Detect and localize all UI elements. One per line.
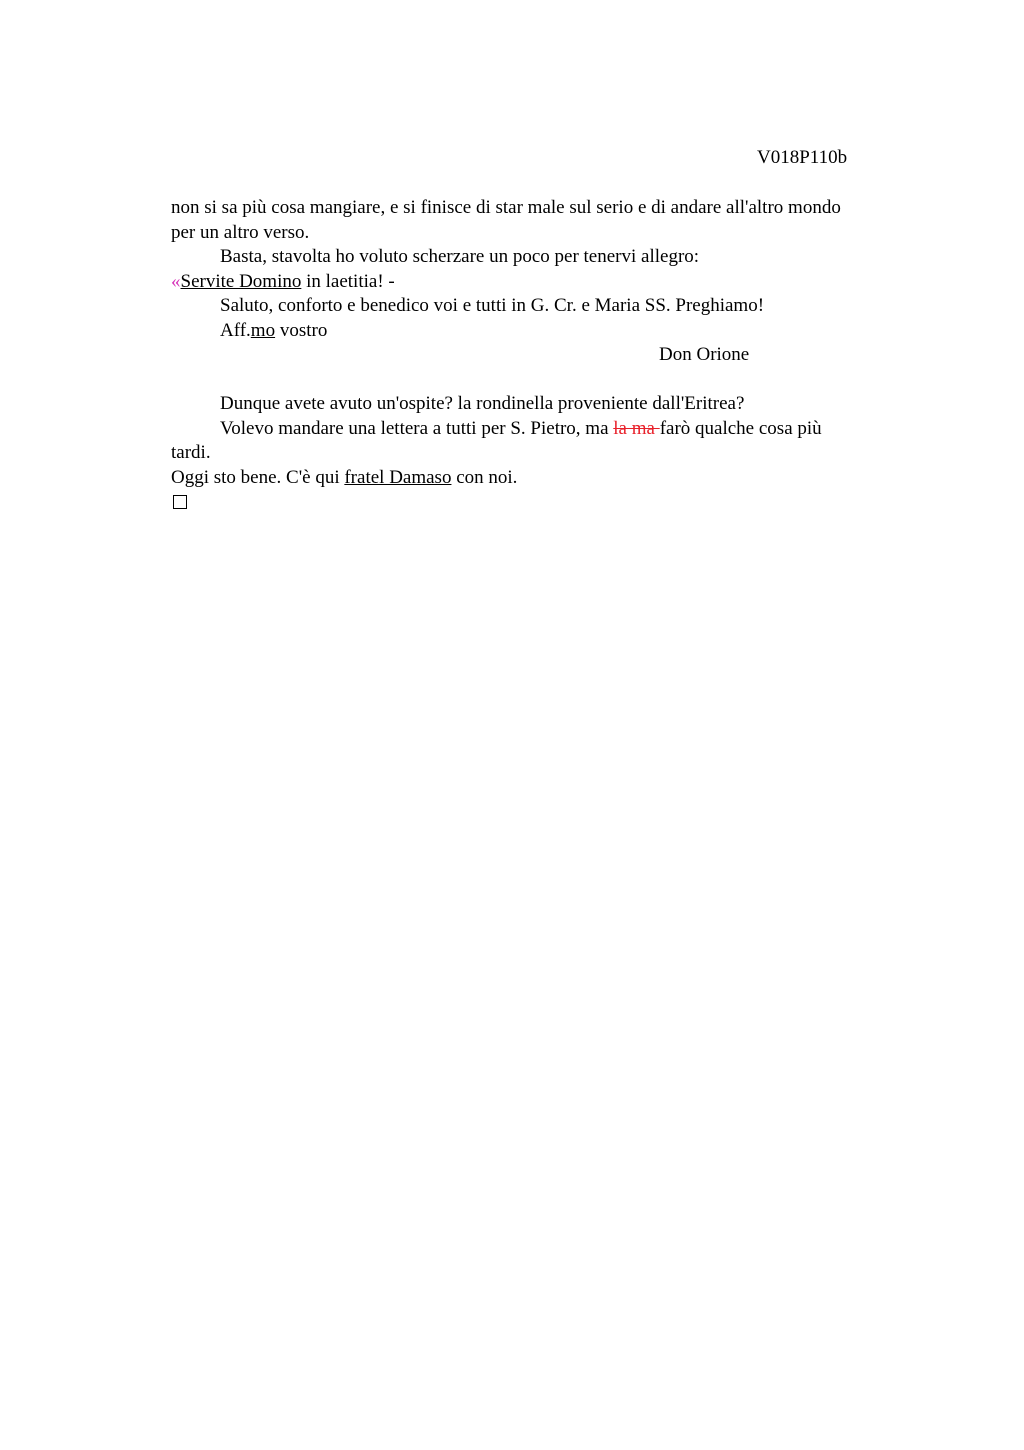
opening-quote-mark: «: [171, 270, 181, 292]
underlined-phrase: Servite Domino: [180, 270, 302, 292]
line-4-rest: in laetitia! -: [301, 270, 395, 292]
postscript-line-3: tardi.: [171, 442, 211, 463]
letter-line-1: non si sa più cosa mangiare, e si finisce di star male sul serio e di andare all'altro mondo: [171, 197, 841, 218]
postscript-line-4: [171, 466, 911, 491]
postscript-line-2-before: Volevo mandare una lettera a tutti per S. Pietro, ma: [220, 417, 614, 439]
postscript-line-1: Dunque avete avuto un'ospite? la rondinella proveniente dall'Eritrea?: [220, 393, 745, 414]
letter-line-4: [171, 270, 911, 295]
closing-rest: vostro: [275, 319, 328, 341]
letter-line-3: Basta, stavolta ho voluto scherzare un poco per tenervi allegro:: [220, 246, 700, 267]
struck-text: la ma: [613, 417, 660, 439]
paragraph-spacer: [171, 368, 911, 393]
closing-prefix: Aff.: [220, 319, 251, 341]
postscript-line-4-after: con noi.: [451, 466, 518, 488]
postscript-line-2-after: farò qualche cosa più: [659, 417, 822, 439]
letter-line-2: per un altro verso.: [171, 221, 310, 243]
letter-body: [171, 196, 911, 515]
postscript-line-2: [171, 417, 911, 442]
postscript-line-4-before: Oggi sto bene. C'è qui: [171, 466, 345, 488]
end-marker-row: [171, 490, 911, 515]
page-code: V018P110b: [757, 147, 848, 168]
underlined-name: fratel Damaso: [344, 466, 452, 488]
letter-line-5: Saluto, conforto e benedico voi e tutti in G. Cr. e Maria SS. Preghiamo!: [220, 295, 765, 316]
closing-superscript-abbrev: mo: [250, 319, 276, 341]
end-box-icon: [173, 495, 187, 509]
letter-line-6: [171, 319, 911, 344]
signature: Don Orione: [659, 344, 750, 365]
